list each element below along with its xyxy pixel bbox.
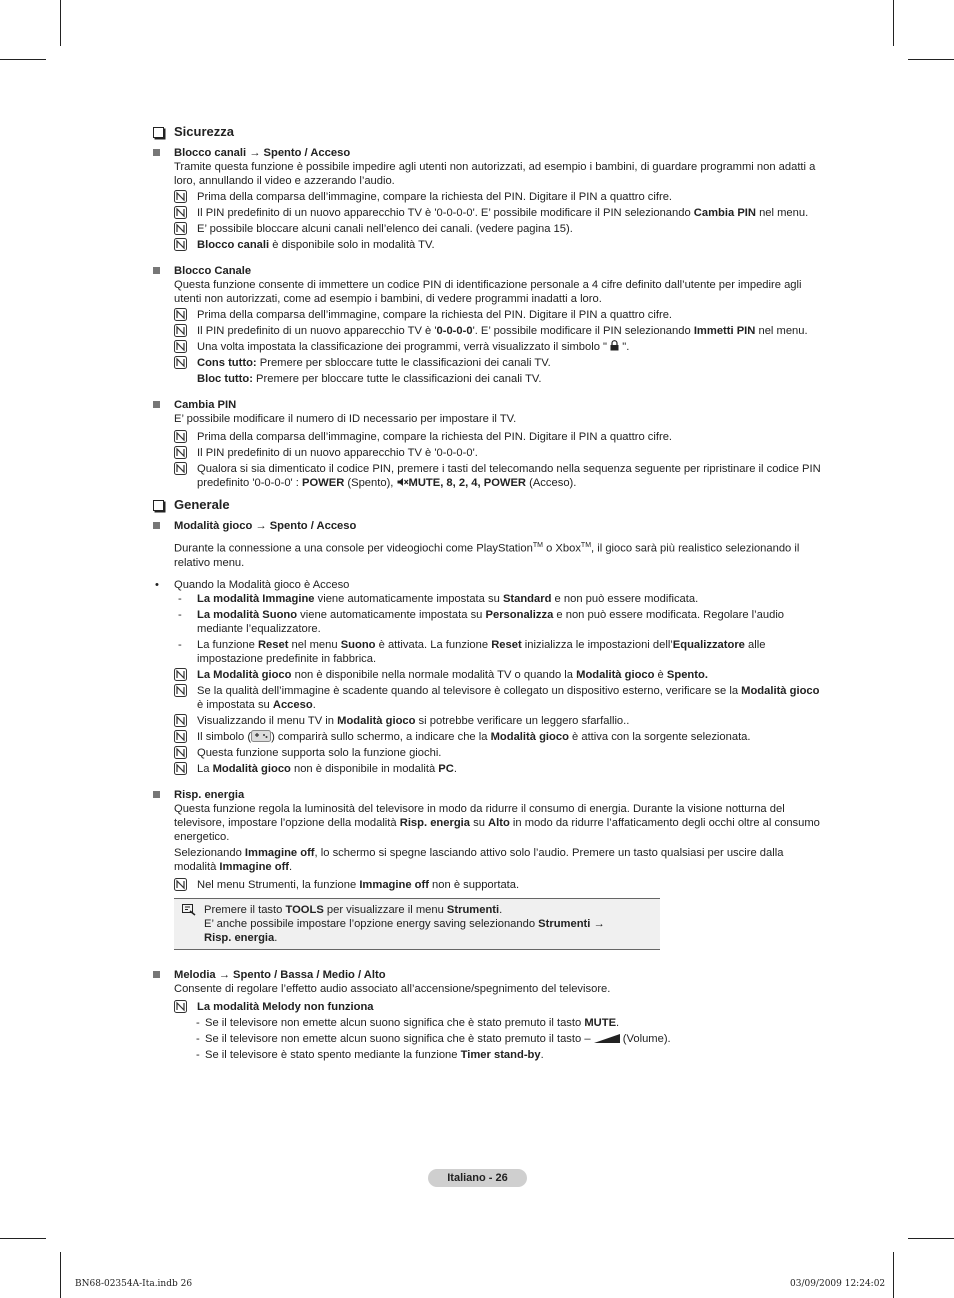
print-slug-right: 03/09/2009 12:24:02 [790,1279,886,1289]
note: Una volta impostata la classificazione dei programmi, verrà visualizzato il simbolo " ". [152,340,827,354]
note-icon [174,462,187,475]
note-icon [174,324,187,337]
note-icon [174,340,187,353]
note: Cons tutto: Premere per sbloccare tutte le classificazioni dei canali TV. [152,356,827,370]
note-icon [174,222,187,235]
note-icon [174,1000,187,1013]
dash-item: - Se il televisore non emette alcun suono significa che è stato premuto il tasto – (Volume). [196,1032,671,1045]
volume-wedge-icon [594,1034,620,1043]
note: La modalità Melody non funziona [152,1000,827,1014]
note: Se la qualità dell’immagine è scadente quando al televisore è collegato un dispositivo esterno, verificare se la Modalità gioco è impostata su Acceso. [152,684,827,712]
paragraph: Consente di regolare l’effetto audio associato all’accensione/spegnimento del televisore. [174,982,611,995]
gamepad-icon [251,730,271,742]
subsection-cambia-pin: Cambia PIN [152,398,827,412]
tools-tip-box [174,898,660,950]
manual-page [152,124,827,1062]
paragraph: Questa funzione consente di immettere un codice PIN di identificazione personale a 4 cifre definito dall’utente per impedire agli utenti non autorizzati, come ad esempio i bambini, di vedere programmi inadatti a loro. [174,279,802,305]
note-icon [174,356,187,369]
note-icon [174,238,187,251]
note-icon [174,446,187,459]
tools-icon [182,904,196,916]
paragraph: Selezionando Immagine off, lo schermo si spegne lasciando attivo solo l’audio. Premere un tasto qualsiasi per uscire dalla modalità Immagine off. [174,846,784,873]
note-icon [174,190,187,203]
note-icon [174,668,187,681]
note-icon [174,206,187,219]
subsection-risp-energia: Risp. energia [152,788,827,802]
page-number-badge: Italiano - 26 [428,1169,527,1187]
subsection-blocco-canali: Blocco canali → Spento / Acceso [152,146,827,160]
note: Il PIN predefinito di un nuovo apparecchio TV è '0-0-0-0'. E’ possibile modificare il PIN selezionando Cambia PIN nel menu. [152,206,827,220]
square-bullet-icon [153,401,160,408]
note: Prima della comparsa dell’immagine, compare la richiesta del PIN. Digitare il PIN a quattro cifre. [152,430,827,444]
note: Prima della comparsa dell’immagine, compare la richiesta del PIN. Digitare il PIN a quattro cifre. [152,308,827,322]
paragraph: Tramite questa funzione è possibile impedire agli utenti non autorizzati, ad esempio i bambini, di guardare programmi non adatti a loro, annullando il video e azzerando l’audio. [174,161,816,187]
crop-mark [908,1238,954,1239]
note: Questa funzione supporta solo la funzione giochi. [152,746,827,760]
subsection-melodia: Melodia → Spento / Bassa / Medio / Alto [152,968,827,982]
crop-mark [893,1252,894,1298]
note-icon [174,762,187,775]
checkbox-icon [153,127,164,138]
subsection-blocco-canale: Blocco Canale [152,264,827,278]
square-bullet-icon [153,149,160,156]
paragraph: Durante la connessione a una console per videogiochi come PlayStation™ o Xbox™, il gioco sarà più realistico selezionando il relativo menu. [174,542,800,569]
note: Nel menu Strumenti, la funzione Immagine off non è supportata. [152,878,827,892]
note: Il simbolo ( ) comparirà sullo schermo, a indicare che la Modalità gioco è attiva con la sorgente selezionata. [152,730,827,744]
note-icon [174,308,187,321]
tip-line: Premere il tasto TOOLS per visualizzare il menu Strumenti. [204,903,503,916]
note-icon [174,684,187,697]
crop-mark [893,0,894,46]
print-slug-left: BN68-02354A-Ita.indb 26 [75,1279,193,1289]
square-bullet-icon [153,522,160,529]
note-icon [174,878,187,891]
section-title-sicurezza: Sicurezza [152,124,827,140]
crop-mark [0,1238,46,1239]
paragraph: Questa funzione regola la luminosità del televisore in modo da ridurre il consumo di energia. Durante la visione notturna del televisore, impostare l’opzione della modalità Risp. energia su Alto in modo da ridurre l’affaticamento degli occhi oltre al consumo energetico. [174,802,820,843]
dash-item: - Se il televisore non emette alcun suono significa che è stato premuto il tasto MUTE. [196,1016,620,1029]
section-title-generale: Generale [152,497,827,513]
note: Visualizzando il menu TV in Modalità gioco si potrebbe verificare un leggero sfarfallio.. [152,714,827,728]
bullet-item: • Quando la Modalità gioco è Acceso [155,578,350,591]
note-continuation: Bloc tutto: Premere per bloccare tutte le classificazioni dei canali TV. [197,373,542,385]
note-icon [174,730,187,743]
note: Prima della comparsa dell’immagine, compare la richiesta del PIN. Digitare il PIN a quattro cifre. [152,190,827,204]
note-icon [174,430,187,443]
note: Il PIN predefinito di un nuovo apparecchio TV è '0-0-0-0'. [152,446,827,460]
note: E’ possibile bloccare alcuni canali nell’elenco dei canali. (vedere pagina 15). [152,222,827,236]
paragraph: E’ possibile modificare il numero di ID necessario per impostare il TV. [174,413,517,425]
dash-item: - Se il televisore è stato spento mediante la funzione Timer stand-by. [196,1048,544,1061]
note: La Modalità gioco non è disponibile nella normale modalità TV o quando la Modalità gioco è Spento. [152,668,827,682]
crop-mark [60,0,61,46]
square-bullet-icon [153,971,160,978]
subsection-modalita-gioco: Modalità gioco → Spento / Acceso [152,519,827,533]
mute-icon [397,477,409,487]
lock-icon [610,340,619,351]
dash-item: - La funzione Reset nel menu Suono è attivata. La funzione Reset inizializza le impostazioni dell’Equalizzatore alle impostazione predefinite in fabbrica. [178,638,766,665]
square-bullet-icon [153,791,160,798]
note: Blocco canali è disponibile solo in modalità TV. [152,238,827,252]
square-bullet-icon [153,267,160,274]
checkbox-icon [153,500,164,511]
note: Il PIN predefinito di un nuovo apparecchio TV è '0-0-0-0'. E’ possibile modificare il PIN selezionando Immetti PIN nel menu. [152,324,827,338]
note: Qualora si sia dimenticato il codice PIN, premere i tasti del telecomando nella sequenza seguente per ripristinare il codice PIN predefinito '0-0-0-0' : POWER (Spento), MUTE, 8, 2, 4, POWER (Acceso). [152,462,827,490]
crop-mark [60,1252,61,1298]
note: La Modalità gioco non è disponibile in modalità PC. [152,762,827,776]
note-icon [174,714,187,727]
tip-line: E’ anche possibile impostare l’opzione energy saving selezionando Strumenti → Risp. energia. [204,917,605,944]
note-icon [174,746,187,759]
dash-item: - La modalità Suono viene automaticamente impostata su Personalizza e non può essere modificata. Regolare l’audio mediante l’equalizzatore. [178,608,785,635]
crop-mark [0,59,46,60]
crop-mark [908,59,954,60]
dash-item: - La modalità Immagine viene automaticamente impostata su Standard e non può essere modificata. [178,592,699,605]
